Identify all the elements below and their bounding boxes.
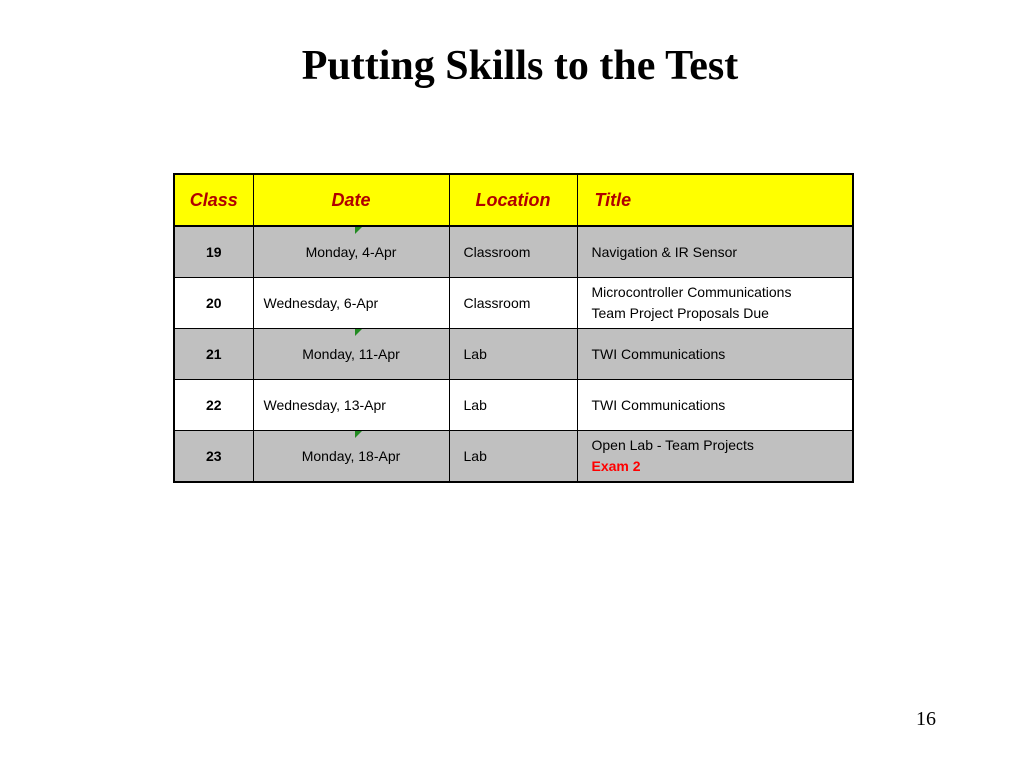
date-text: Wednesday, 6-Apr bbox=[263, 295, 379, 311]
class-number-cell: 19 bbox=[174, 226, 253, 278]
exam-label: Exam 2 bbox=[591, 458, 641, 474]
comment-marker-icon bbox=[355, 431, 362, 438]
table-row bbox=[174, 278, 853, 329]
date-cell bbox=[253, 226, 449, 278]
location-cell: Classroom bbox=[449, 226, 577, 278]
table-row bbox=[174, 226, 853, 278]
title-cell bbox=[577, 431, 853, 483]
location-cell: Lab bbox=[449, 329, 577, 380]
title-cell bbox=[577, 380, 853, 431]
date-cell bbox=[253, 431, 449, 483]
location-cell: Classroom bbox=[449, 278, 577, 329]
header-location: Location bbox=[449, 174, 577, 226]
header-date: Date bbox=[253, 174, 449, 226]
class-number-cell: 23 bbox=[174, 431, 253, 483]
schedule-table bbox=[173, 173, 854, 483]
date-text: Monday, 4-Apr bbox=[305, 244, 397, 260]
title-line: TWI Communications bbox=[591, 345, 726, 362]
date-cell bbox=[253, 380, 449, 431]
class-number-cell: 20 bbox=[174, 278, 253, 329]
title-cell bbox=[577, 278, 853, 329]
location-cell: Lab bbox=[449, 431, 577, 483]
title-line: Microcontroller Communications bbox=[591, 284, 792, 300]
date-cell bbox=[253, 329, 449, 380]
title-line: TWI Communications bbox=[591, 396, 726, 413]
page-number: 16 bbox=[916, 708, 936, 730]
date-text: Wednesday, 13-Apr bbox=[263, 397, 386, 413]
date-text: Monday, 11-Apr bbox=[302, 346, 400, 362]
location-cell: Lab bbox=[449, 380, 577, 431]
title-line: Open Lab - Team Projects bbox=[591, 437, 754, 453]
title-cell bbox=[577, 329, 853, 380]
title-cell bbox=[577, 226, 853, 278]
title-line: Navigation & IR Sensor bbox=[591, 243, 738, 260]
table-row bbox=[174, 431, 853, 483]
header-title: Title bbox=[577, 174, 853, 226]
title-line: Team Project Proposals Due bbox=[591, 305, 769, 321]
date-text: Monday, 18-Apr bbox=[301, 448, 401, 464]
date-cell bbox=[253, 278, 449, 329]
class-number-cell: 22 bbox=[174, 380, 253, 431]
comment-marker-icon bbox=[355, 329, 362, 336]
header-class: Class bbox=[174, 174, 253, 226]
slide-title: Putting Skills to the Test bbox=[301, 43, 739, 89]
table-row bbox=[174, 380, 853, 431]
class-number-cell: 21 bbox=[174, 329, 253, 380]
table-header-row bbox=[174, 174, 853, 226]
table-row bbox=[174, 329, 853, 380]
comment-marker-icon bbox=[355, 227, 362, 234]
